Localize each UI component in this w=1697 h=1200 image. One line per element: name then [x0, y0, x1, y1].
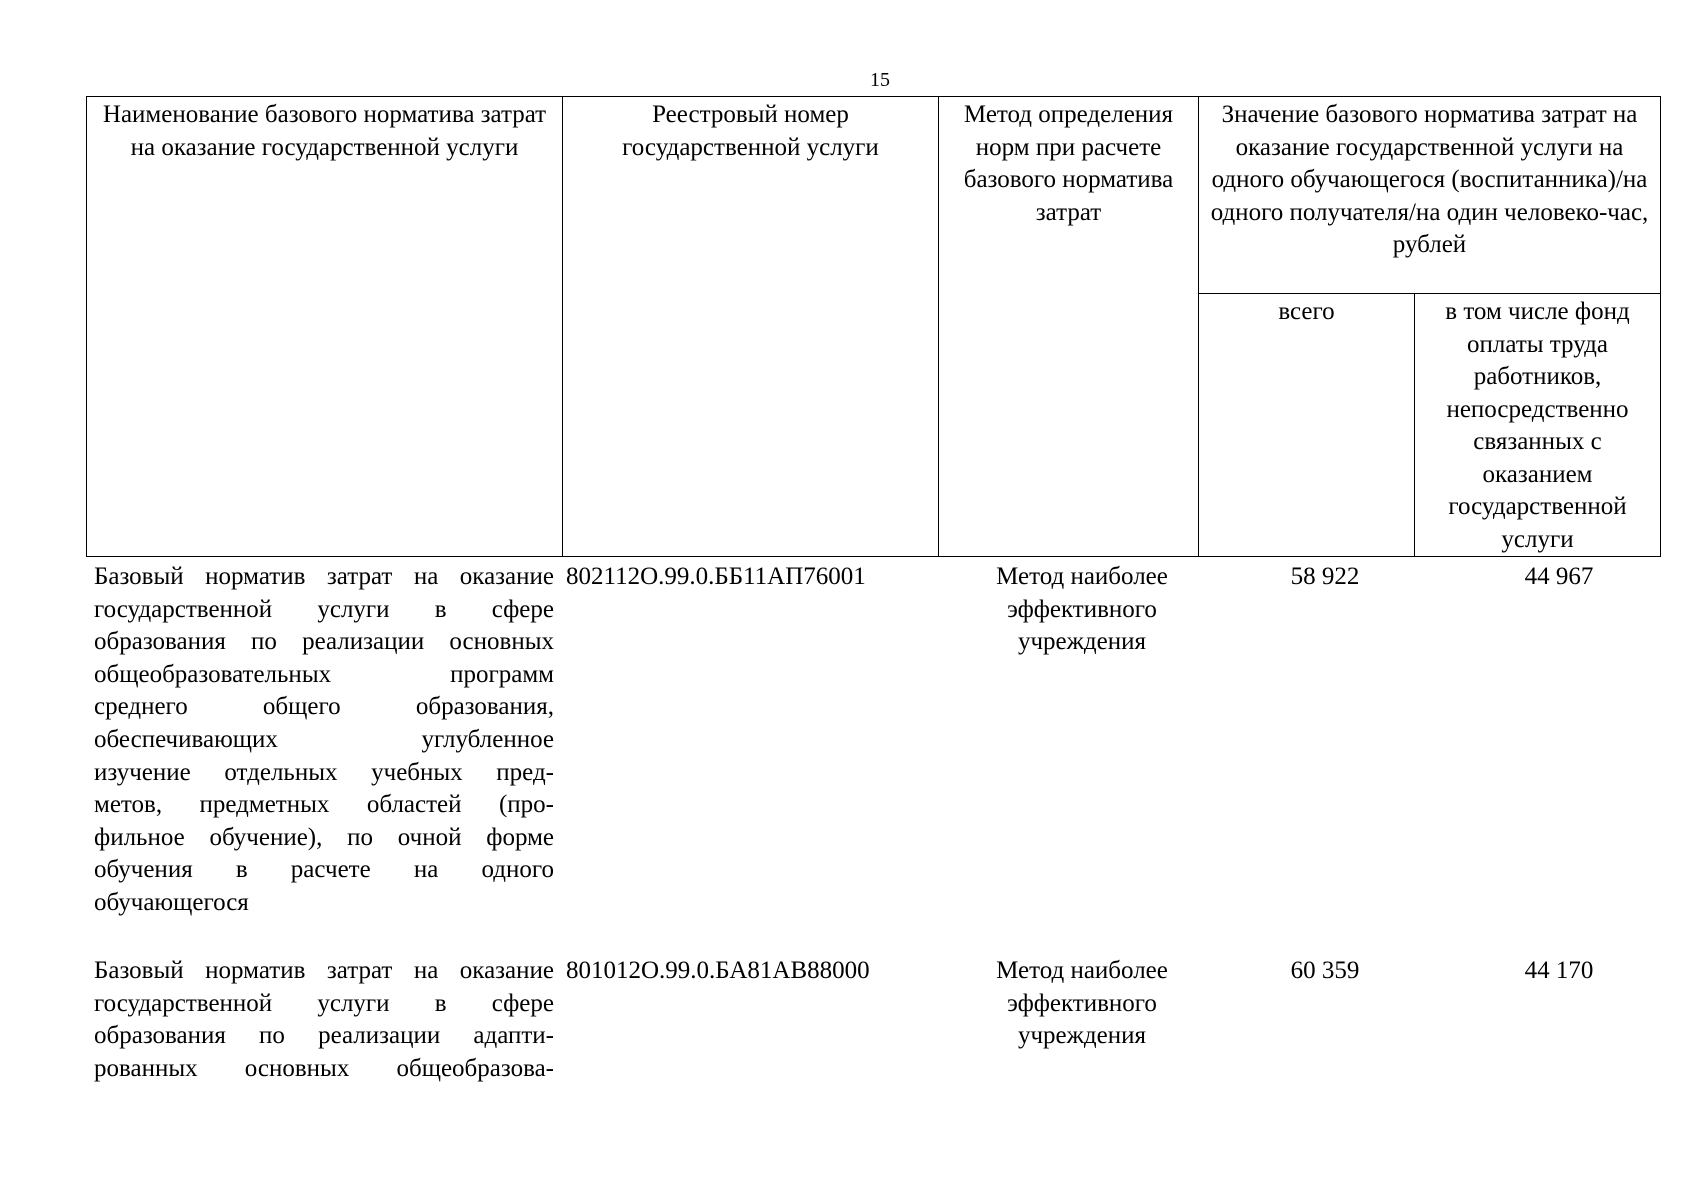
row-payroll-value: 44 967: [1524, 563, 1594, 590]
table-row: [86, 561, 1686, 931]
row-name-line: метов, предметных областей (про-: [94, 791, 554, 819]
row-name-line: Базовый норматив затрат на оказание: [94, 957, 554, 984]
page-number: 15: [870, 69, 890, 91]
header-name-column: Наименование базового норматива затрат на оказание государственной услуги: [87, 97, 563, 557]
row-registry-number: 801012О.99.0.БА81АВ88000: [566, 957, 870, 984]
row-name-line: среднего общего образования,: [94, 693, 554, 721]
row-name-line: фильное обучение), по очной форме: [94, 823, 554, 851]
header-registry-column: Реестровый номер государственной услуги: [563, 97, 939, 557]
row-name-line: общеобразовательных программ: [94, 660, 554, 688]
row-name-line: образования по реализации адапти-: [94, 1022, 554, 1050]
row-name-line: Базовый норматив затрат на оказание: [94, 563, 554, 590]
row-name-line: государственной услуги в сфере: [94, 595, 554, 623]
row-name-line: образования по реализации основных: [94, 628, 554, 656]
row-name-line: обеспечивающих углубленное: [94, 725, 554, 753]
row-registry-number: 802112О.99.0.ББ11АП76001: [566, 563, 866, 590]
header-payroll-column: в том числе фонд оплаты труда работников, непосредственно связанных с оказанием государственной услуги: [1415, 294, 1661, 557]
row-payroll-value: 44 170: [1524, 957, 1594, 984]
row-name-cell: [94, 561, 554, 920]
row-name-line: обучающегося: [94, 888, 249, 916]
table-header: [86, 96, 1661, 557]
row-name-line: рованных основных общеобразова-: [94, 1054, 554, 1082]
header-method-column: Метод определения норм при расчете базового норматива затрат: [939, 97, 1199, 557]
row-name-line: обучения в расчете на одного: [94, 856, 554, 884]
table-row: [86, 955, 1686, 1095]
row-method: Метод наиболее эффективного учреждения: [996, 957, 1168, 1050]
row-name-cell: [94, 955, 554, 1085]
row-name-line: государственной услуги в сфере: [94, 989, 554, 1017]
row-method: Метод наиболее эффективного учреждения: [996, 563, 1168, 656]
header-total-column: всего: [1199, 294, 1415, 557]
row-total-value: 58 922: [1290, 563, 1360, 590]
row-total-value: 60 359: [1290, 957, 1360, 984]
row-name-line: изучение отдельных учебных пред-: [94, 758, 554, 786]
header-value-column: Значение базового норматива затрат на оказание государственной услуги на одного обучающегося (воспитанника)/на одного получателя/на один человеко-час, рублей: [1199, 97, 1661, 294]
